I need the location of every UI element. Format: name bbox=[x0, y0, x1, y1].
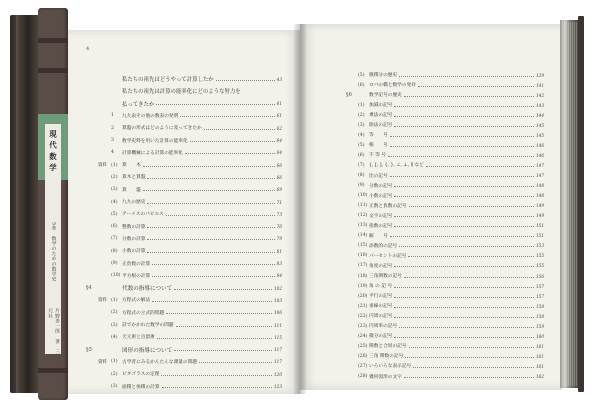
page-number: 155 bbox=[536, 253, 544, 259]
entry-number: (3) bbox=[111, 384, 118, 389]
left-page bbox=[68, 30, 300, 394]
right-toc-entry bbox=[346, 70, 544, 80]
page-number: 149 bbox=[536, 203, 544, 209]
page-number: 158 bbox=[536, 313, 544, 319]
entry-number: (27) bbox=[358, 363, 368, 369]
leader-dots bbox=[394, 196, 534, 197]
leader-dots bbox=[404, 277, 534, 278]
right-toc-entry bbox=[346, 181, 544, 191]
page-number: 147 bbox=[536, 173, 544, 178]
leader-dots bbox=[394, 287, 534, 288]
leader-dots bbox=[157, 338, 272, 339]
left-toc-entry bbox=[86, 111, 282, 121]
leader-dots bbox=[394, 337, 534, 338]
leader-dots bbox=[394, 216, 534, 217]
leader-dots bbox=[162, 387, 272, 388]
entry-title: 比の記号 bbox=[369, 173, 388, 179]
leader-dots bbox=[166, 215, 275, 216]
page-number: 143 bbox=[536, 102, 544, 108]
leader-dots bbox=[174, 350, 272, 351]
entry-title: 私たちの祖先は計算の能率化にどのような努力を bbox=[122, 89, 241, 96]
entry-title: 方程式の立式的問題 bbox=[122, 310, 165, 316]
left-toc-entry bbox=[86, 271, 282, 281]
right-toc-entry bbox=[346, 191, 544, 201]
entry-title: 天元術と点竄術 bbox=[122, 335, 155, 341]
page-number: 115 bbox=[274, 334, 282, 340]
page-number: 161 bbox=[536, 353, 544, 359]
page-number: 145 bbox=[536, 122, 544, 128]
entry-number: (4) bbox=[111, 199, 118, 205]
entry-number: (12) bbox=[358, 213, 368, 219]
entry-title: 古学者にみるかんたんな測量の問題 bbox=[122, 359, 198, 365]
right-toc-entry bbox=[346, 311, 544, 321]
entry-number: (23) bbox=[358, 323, 368, 329]
entry-number: (3) bbox=[358, 122, 365, 128]
entry-number: (19) bbox=[358, 283, 368, 289]
page-number: 146 bbox=[536, 152, 544, 158]
left-toc-entry bbox=[86, 357, 282, 367]
entry-title: 三角関数の記号 bbox=[369, 274, 402, 279]
page-number: 66 bbox=[276, 174, 282, 180]
leader-dots bbox=[409, 206, 534, 207]
right-toc-entry bbox=[346, 221, 544, 231]
page-number: 79 bbox=[276, 236, 282, 242]
page-number: 73 bbox=[276, 211, 282, 217]
right-toc-entry bbox=[346, 361, 544, 371]
left-toc-entry bbox=[86, 222, 282, 232]
leader-dots bbox=[426, 166, 534, 167]
entry-title: 計算機械による計算の能率化 bbox=[122, 150, 183, 156]
entry-number: (18) bbox=[358, 273, 368, 279]
page-number: 151 bbox=[536, 223, 544, 229]
page-number: 146 bbox=[536, 142, 544, 148]
entry-title: 方程式の解法 bbox=[122, 298, 151, 304]
leader-dots bbox=[152, 264, 275, 265]
group-label: 資料 bbox=[98, 298, 107, 304]
entry-title: アーメスのパピルス bbox=[122, 212, 164, 218]
left-toc-entry bbox=[86, 234, 282, 244]
spine-title: 現 代 数 学 bbox=[48, 130, 58, 172]
entry-title: 整数の計算 bbox=[122, 224, 146, 230]
spine-subtitle: 5巻 数学のための数学史 bbox=[50, 222, 56, 282]
entry-title: 算 木 bbox=[122, 163, 141, 169]
left-toc-entry bbox=[86, 345, 282, 355]
leader-dots bbox=[394, 186, 534, 187]
entry-number: 1 bbox=[111, 113, 114, 119]
leader-dots bbox=[143, 166, 275, 167]
page-number: 64 bbox=[276, 150, 282, 156]
left-toc-entry bbox=[86, 123, 282, 133]
leader-dots bbox=[216, 80, 275, 81]
right-toc-entry bbox=[346, 351, 544, 361]
leader-dots bbox=[147, 239, 274, 240]
right-toc-entry bbox=[346, 100, 544, 110]
entry-title: 不 等 号 bbox=[369, 153, 387, 159]
page-number: 160 bbox=[536, 333, 544, 339]
entry-number: (20) bbox=[358, 293, 368, 299]
entry-number: (9) bbox=[358, 183, 365, 189]
leader-dots bbox=[390, 176, 534, 177]
entry-number: 4 bbox=[111, 150, 114, 156]
page-number: 102 bbox=[274, 285, 282, 291]
entry-number: (2) bbox=[358, 112, 365, 118]
page-number: 61 bbox=[276, 113, 282, 119]
left-toc-entry bbox=[86, 185, 282, 195]
right-toc-entry bbox=[346, 110, 544, 120]
page-number: 161 bbox=[536, 343, 544, 349]
entry-title: 私たちの祖先はどうやって計算したか bbox=[122, 77, 214, 83]
leader-dots bbox=[394, 297, 534, 298]
entry-title: 平方根の計算 bbox=[122, 273, 151, 279]
entry-number: (10) bbox=[358, 193, 368, 199]
left-toc-entry bbox=[86, 259, 282, 269]
leader-dots bbox=[180, 116, 274, 117]
page-number: 151 bbox=[536, 233, 544, 239]
leader-dots bbox=[147, 252, 274, 253]
entry-number: (26) bbox=[358, 353, 368, 359]
leader-dots bbox=[394, 126, 534, 127]
page-number: 148 bbox=[536, 193, 544, 199]
entry-title: 小数の計算 bbox=[122, 249, 146, 255]
page-number: 144 bbox=[536, 112, 544, 118]
entry-title: 代数の指導について bbox=[122, 286, 173, 293]
entry-title: 関数と合同の記号 bbox=[369, 344, 407, 350]
entry-title: 円周の記号 bbox=[369, 314, 393, 320]
leader-dots bbox=[394, 106, 534, 107]
leader-dots bbox=[174, 289, 272, 290]
right-toc-entry bbox=[346, 251, 544, 261]
entry-number: (22) bbox=[358, 313, 368, 319]
page-number: 147 bbox=[536, 162, 544, 168]
leader-dots bbox=[390, 136, 534, 137]
page-number: 61 bbox=[276, 101, 282, 107]
entry-title: 数学記号の歴史 bbox=[369, 93, 402, 99]
entry-number: (2) bbox=[111, 174, 118, 180]
entry-title: 加減の記号 bbox=[369, 103, 393, 109]
entry-number: (6) bbox=[358, 82, 365, 88]
page-number: 123 bbox=[274, 384, 282, 389]
page-number: 117 bbox=[274, 347, 282, 353]
page-number: 81 bbox=[276, 248, 282, 254]
spine-author: 片野善一郎 著 三元社 bbox=[47, 308, 59, 354]
right-toc-entry bbox=[346, 120, 544, 130]
right-toc-entry bbox=[346, 291, 544, 301]
right-toc-entry bbox=[346, 231, 544, 241]
entry-title: 平行の記号 bbox=[369, 294, 393, 300]
spine-label bbox=[45, 124, 61, 354]
page-number: 153 bbox=[536, 243, 544, 249]
left-toc-entry bbox=[86, 332, 282, 342]
entry-title: 面積と体積の計算 bbox=[122, 384, 160, 390]
leader-dots bbox=[404, 377, 534, 378]
right-toc-entry bbox=[346, 271, 544, 281]
page-number: 111 bbox=[274, 322, 282, 328]
right-toc-entry bbox=[346, 261, 544, 271]
leader-dots bbox=[152, 301, 272, 302]
left-toc-entry bbox=[86, 99, 282, 109]
right-toc-entry bbox=[346, 321, 544, 331]
right-toc-entry bbox=[346, 281, 544, 291]
leader-dots bbox=[166, 313, 272, 314]
page-number: 158 bbox=[536, 303, 544, 309]
entry-title: 円周率の記号 bbox=[369, 324, 398, 330]
entry-number: (5) bbox=[358, 72, 365, 78]
entry-number: (25) bbox=[358, 343, 368, 349]
entry-title: 根 号 bbox=[369, 143, 388, 149]
entry-number: (5) bbox=[111, 211, 118, 217]
entry-number: (7) bbox=[111, 236, 118, 242]
entry-title: ピタゴラスの定理 bbox=[122, 372, 160, 378]
entry-title: {, [, ], {, }, ∠, ⊥, ∥ など bbox=[369, 163, 424, 169]
entry-number: (7) bbox=[358, 162, 365, 168]
leader-dots bbox=[394, 116, 534, 117]
right-toc-entry bbox=[346, 201, 544, 211]
entry-title: 指数の記号 bbox=[369, 223, 393, 229]
page-block-lines bbox=[562, 22, 578, 386]
right-toc-entry bbox=[346, 341, 544, 351]
page-number: 129 bbox=[536, 72, 544, 78]
left-toc-entry bbox=[86, 136, 282, 146]
entry-number: (8) bbox=[358, 173, 365, 178]
spine-band bbox=[38, 38, 68, 43]
entry-number: (16) bbox=[358, 253, 368, 259]
entry-title: 算盤の形式はどのように変ってきたか bbox=[122, 126, 202, 132]
page-number: 120 bbox=[274, 371, 282, 377]
section-mark: §6 bbox=[346, 92, 352, 99]
page-number: 142 bbox=[536, 92, 544, 98]
page-number: 66 bbox=[276, 162, 282, 168]
entry-number: (9) bbox=[111, 261, 118, 266]
front-cover-edge bbox=[578, 16, 584, 392]
section-mark: §5 bbox=[86, 346, 92, 353]
page-number: 103 bbox=[274, 297, 282, 303]
entry-number: (1) bbox=[111, 359, 118, 365]
entry-title: 分数の計算 bbox=[122, 236, 146, 242]
right-toc-entry bbox=[346, 150, 544, 160]
entry-title: 算木と算盤 bbox=[122, 175, 146, 181]
entry-number: (6) bbox=[111, 224, 118, 230]
entry-title: いろいろな表示記号 bbox=[369, 364, 412, 370]
entry-number: 2 bbox=[111, 125, 114, 131]
entry-number: (3) bbox=[111, 187, 118, 193]
left-toc-entry bbox=[86, 246, 282, 256]
group-label: 資料 bbox=[98, 359, 107, 365]
right-toc-entry bbox=[346, 140, 544, 150]
leader-dots bbox=[147, 178, 274, 179]
leader-dots bbox=[199, 362, 272, 363]
entry-title: 文字の記号 bbox=[369, 213, 393, 219]
page-mark: 4 bbox=[86, 46, 90, 52]
entry-title: 角 の 記 号 bbox=[369, 284, 393, 290]
leader-dots bbox=[156, 104, 274, 105]
entry-title: 小数の記号 bbox=[369, 193, 393, 199]
leader-dots bbox=[176, 326, 272, 327]
page-number: 106 bbox=[274, 310, 282, 316]
page-number: 149 bbox=[536, 213, 544, 219]
leader-dots bbox=[399, 76, 534, 77]
page-number: 161 bbox=[536, 363, 544, 369]
entry-title: 解 号 bbox=[369, 233, 388, 239]
page-number: 157 bbox=[536, 293, 544, 299]
left-toc-entry bbox=[86, 86, 282, 96]
left-toc-entry bbox=[86, 283, 282, 293]
entry-number: (2) bbox=[111, 371, 118, 377]
left-toc-entry bbox=[86, 382, 282, 392]
entry-title: 図形の指導について bbox=[122, 347, 173, 354]
back-cover-edge bbox=[10, 15, 40, 393]
page-number: 62 bbox=[276, 125, 282, 131]
entry-number: (14) bbox=[358, 233, 368, 239]
leader-dots bbox=[388, 156, 534, 157]
right-toc-entry bbox=[346, 211, 544, 221]
left-toc-entry bbox=[86, 295, 282, 305]
entry-title: 微積分の歴史 bbox=[369, 73, 398, 78]
page-number: 117 bbox=[274, 359, 282, 365]
leader-dots bbox=[147, 227, 274, 228]
leader-dots bbox=[418, 86, 534, 87]
book-spine bbox=[38, 8, 68, 400]
page-number: 71 bbox=[276, 199, 282, 205]
entry-number: (2) bbox=[111, 310, 118, 316]
page-number: 145 bbox=[536, 132, 544, 138]
right-toc-entry bbox=[346, 301, 544, 311]
entry-title: 正数と負数の記号 bbox=[369, 203, 407, 209]
leader-dots bbox=[161, 375, 272, 376]
leader-dots bbox=[152, 276, 275, 277]
entry-title: 九九の歴史 bbox=[122, 200, 146, 205]
leader-dots bbox=[408, 256, 534, 257]
page-number: 148 bbox=[536, 183, 544, 189]
right-toc-entry bbox=[346, 331, 544, 341]
entry-number: (4) bbox=[111, 334, 118, 340]
left-toc-entry bbox=[86, 74, 282, 84]
leader-dots bbox=[394, 317, 534, 318]
right-toc-entry bbox=[346, 160, 544, 170]
leader-dots bbox=[190, 141, 275, 142]
entry-number: (6) bbox=[358, 152, 365, 158]
leader-dots bbox=[404, 96, 534, 97]
entry-number: (10) bbox=[111, 273, 121, 279]
left-toc-entry bbox=[86, 369, 282, 379]
entry-number: (11) bbox=[358, 203, 368, 209]
page-number: 76 bbox=[276, 224, 282, 230]
right-toc-entry bbox=[346, 130, 544, 140]
entry-number: (24) bbox=[358, 333, 368, 339]
entry-number: (21) bbox=[358, 303, 368, 309]
entry-number: (1) bbox=[111, 297, 118, 303]
entry-title: 九九表その他の数表の発明 bbox=[122, 113, 179, 119]
page-number: 43 bbox=[276, 76, 282, 82]
section-mark: §4 bbox=[86, 285, 92, 292]
leader-dots bbox=[390, 236, 534, 237]
page-gutter bbox=[294, 24, 306, 394]
page-number: 69 bbox=[276, 187, 282, 193]
right-toc-entry bbox=[346, 372, 544, 382]
entry-title: 除法の記号 bbox=[369, 123, 393, 129]
entry-title: 分数の記号 bbox=[369, 183, 393, 189]
leader-dots bbox=[413, 367, 534, 368]
entry-number: (15) bbox=[358, 243, 368, 249]
group-label: 資料 bbox=[98, 163, 107, 169]
leader-dots bbox=[399, 327, 534, 328]
page-number: 157 bbox=[536, 283, 544, 289]
left-toc-entry bbox=[86, 172, 282, 182]
page-number: 141 bbox=[536, 82, 544, 88]
entry-number: (3) bbox=[111, 322, 118, 328]
entry-number: (4) bbox=[358, 132, 365, 138]
entry-title: ロバの橋と数学の発祥 bbox=[369, 83, 416, 89]
entry-title: 算 盤 bbox=[122, 187, 141, 193]
entry-title: 正負数の計算 bbox=[122, 261, 151, 267]
entry-title: 添数的の記号 bbox=[369, 243, 398, 249]
leader-dots bbox=[143, 190, 275, 191]
page-number: 84 bbox=[276, 273, 282, 279]
page-number: 159 bbox=[536, 323, 544, 329]
entry-number: (1) bbox=[111, 162, 118, 168]
entry-title: 詩でかかれた数学の問題 bbox=[122, 323, 174, 328]
left-toc-entry bbox=[86, 148, 282, 158]
leader-dots bbox=[390, 146, 534, 147]
leader-dots bbox=[405, 357, 534, 358]
leader-dots bbox=[394, 226, 534, 227]
entry-title: 垂線の記号 bbox=[369, 304, 393, 310]
spine-band bbox=[38, 68, 68, 73]
right-page bbox=[300, 24, 562, 390]
left-toc-entry bbox=[86, 197, 282, 207]
leader-dots bbox=[399, 246, 534, 247]
entry-number: 3 bbox=[111, 138, 114, 143]
entry-title: 数学史料を用いた計算の能率化 bbox=[122, 138, 188, 144]
left-toc-entry bbox=[86, 209, 282, 219]
entry-number: (8) bbox=[111, 248, 118, 254]
right-toc-entry bbox=[346, 171, 544, 181]
entry-title: 幾何図形の文字 bbox=[369, 374, 402, 380]
entry-number: (28) bbox=[358, 374, 368, 379]
page-number: 83 bbox=[276, 261, 282, 266]
leader-dots bbox=[409, 347, 534, 348]
entry-number: (17) bbox=[358, 263, 368, 269]
entry-title: 三角 関数の記号 bbox=[369, 354, 404, 360]
leader-dots bbox=[394, 266, 534, 267]
entry-number: (5) bbox=[358, 142, 365, 148]
page-number: 155 bbox=[536, 263, 544, 269]
leader-dots bbox=[185, 153, 275, 154]
entry-number: (1) bbox=[358, 102, 365, 108]
entry-title: 乗法の記号 bbox=[369, 113, 393, 119]
leader-dots bbox=[394, 307, 534, 308]
left-toc-entry bbox=[86, 320, 282, 330]
entry-title: 角度の記号 bbox=[369, 263, 393, 269]
spine-band bbox=[38, 368, 68, 373]
left-toc-entry bbox=[86, 308, 282, 318]
page-number: 162 bbox=[536, 374, 544, 379]
entry-title: 払ってきたか bbox=[122, 101, 155, 108]
leader-dots bbox=[147, 203, 274, 204]
right-toc-entry bbox=[346, 90, 544, 100]
entry-number: (13) bbox=[358, 223, 368, 229]
page-number: 64 bbox=[276, 138, 282, 143]
left-toc-entry bbox=[86, 160, 282, 170]
page-number: 156 bbox=[536, 273, 544, 279]
right-toc-entry bbox=[346, 241, 544, 251]
entry-title: パーセントの記号 bbox=[369, 253, 407, 259]
entry-title: 微分の記号 bbox=[369, 334, 393, 340]
leader-dots bbox=[204, 129, 275, 130]
right-toc-entry bbox=[346, 80, 544, 90]
entry-title: 等 号 bbox=[369, 133, 388, 139]
